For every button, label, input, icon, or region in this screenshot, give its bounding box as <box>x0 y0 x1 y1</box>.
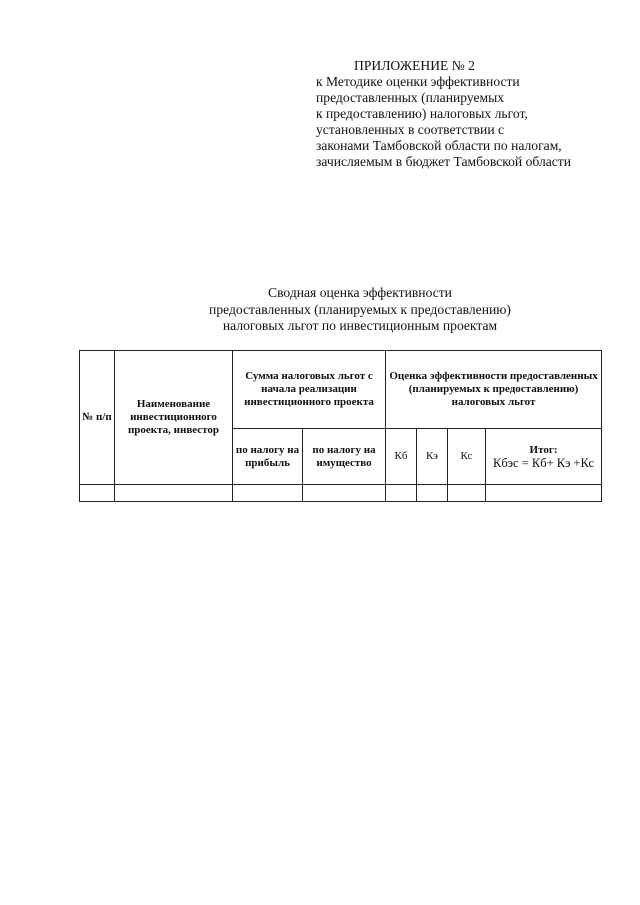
header-number: № п/п <box>80 351 115 485</box>
header-project-name: Наименование инвестиционного проекта, инвестор <box>115 351 233 485</box>
table-cell <box>303 485 386 502</box>
appendix-line: к Методике оценки эффективности <box>316 74 520 89</box>
table-cell <box>448 485 486 502</box>
appendix-line: зачисляемым в бюджет Тамбовской области <box>316 154 572 169</box>
appendix-block <box>316 58 616 170</box>
title-line: Сводная оценка эффективности <box>268 285 452 300</box>
header-effectiveness: Оценка эффективности предоставленных (планируемых к предоставлению) налоговых льгот <box>386 351 602 429</box>
header-benefit-sum: Сумма налоговых льгот с начала реализации инвестиционного проекта <box>233 351 386 429</box>
table-cell <box>80 485 115 502</box>
evaluation-table <box>79 350 602 502</box>
header-property-tax: по налогу на имущество <box>303 429 386 485</box>
header-profit-tax: по налогу на прибыль <box>233 429 303 485</box>
header-k-economic: Кэ <box>417 429 448 485</box>
total-label: Итог: <box>529 443 558 456</box>
appendix-line: к предоставлению) налоговых льгот, <box>316 106 528 121</box>
table-cell <box>115 485 233 502</box>
table-cell <box>233 485 303 502</box>
header-k-budget: Кб <box>386 429 417 485</box>
appendix-line: предоставленных (планируемых <box>316 90 505 105</box>
table-cell <box>417 485 448 502</box>
header-total <box>486 429 602 485</box>
document-title <box>150 285 570 335</box>
title-line: налоговых льгот по инвестиционным проектам <box>222 318 498 333</box>
table-cell <box>486 485 602 502</box>
table-row <box>80 485 602 502</box>
header-k-social: Кс <box>448 429 486 485</box>
appendix-line: законами Тамбовской области по налогам, <box>316 138 562 153</box>
appendix-heading: ПРИЛОЖЕНИЕ № 2 <box>354 58 475 73</box>
title-line: предоставленных (планируемых к предоставлению) <box>209 301 511 317</box>
table-cell <box>386 485 417 502</box>
appendix-line: установленных в соответствии с <box>316 122 505 137</box>
total-formula: Кбэс = Кб+ Кэ +Кс <box>492 455 595 470</box>
